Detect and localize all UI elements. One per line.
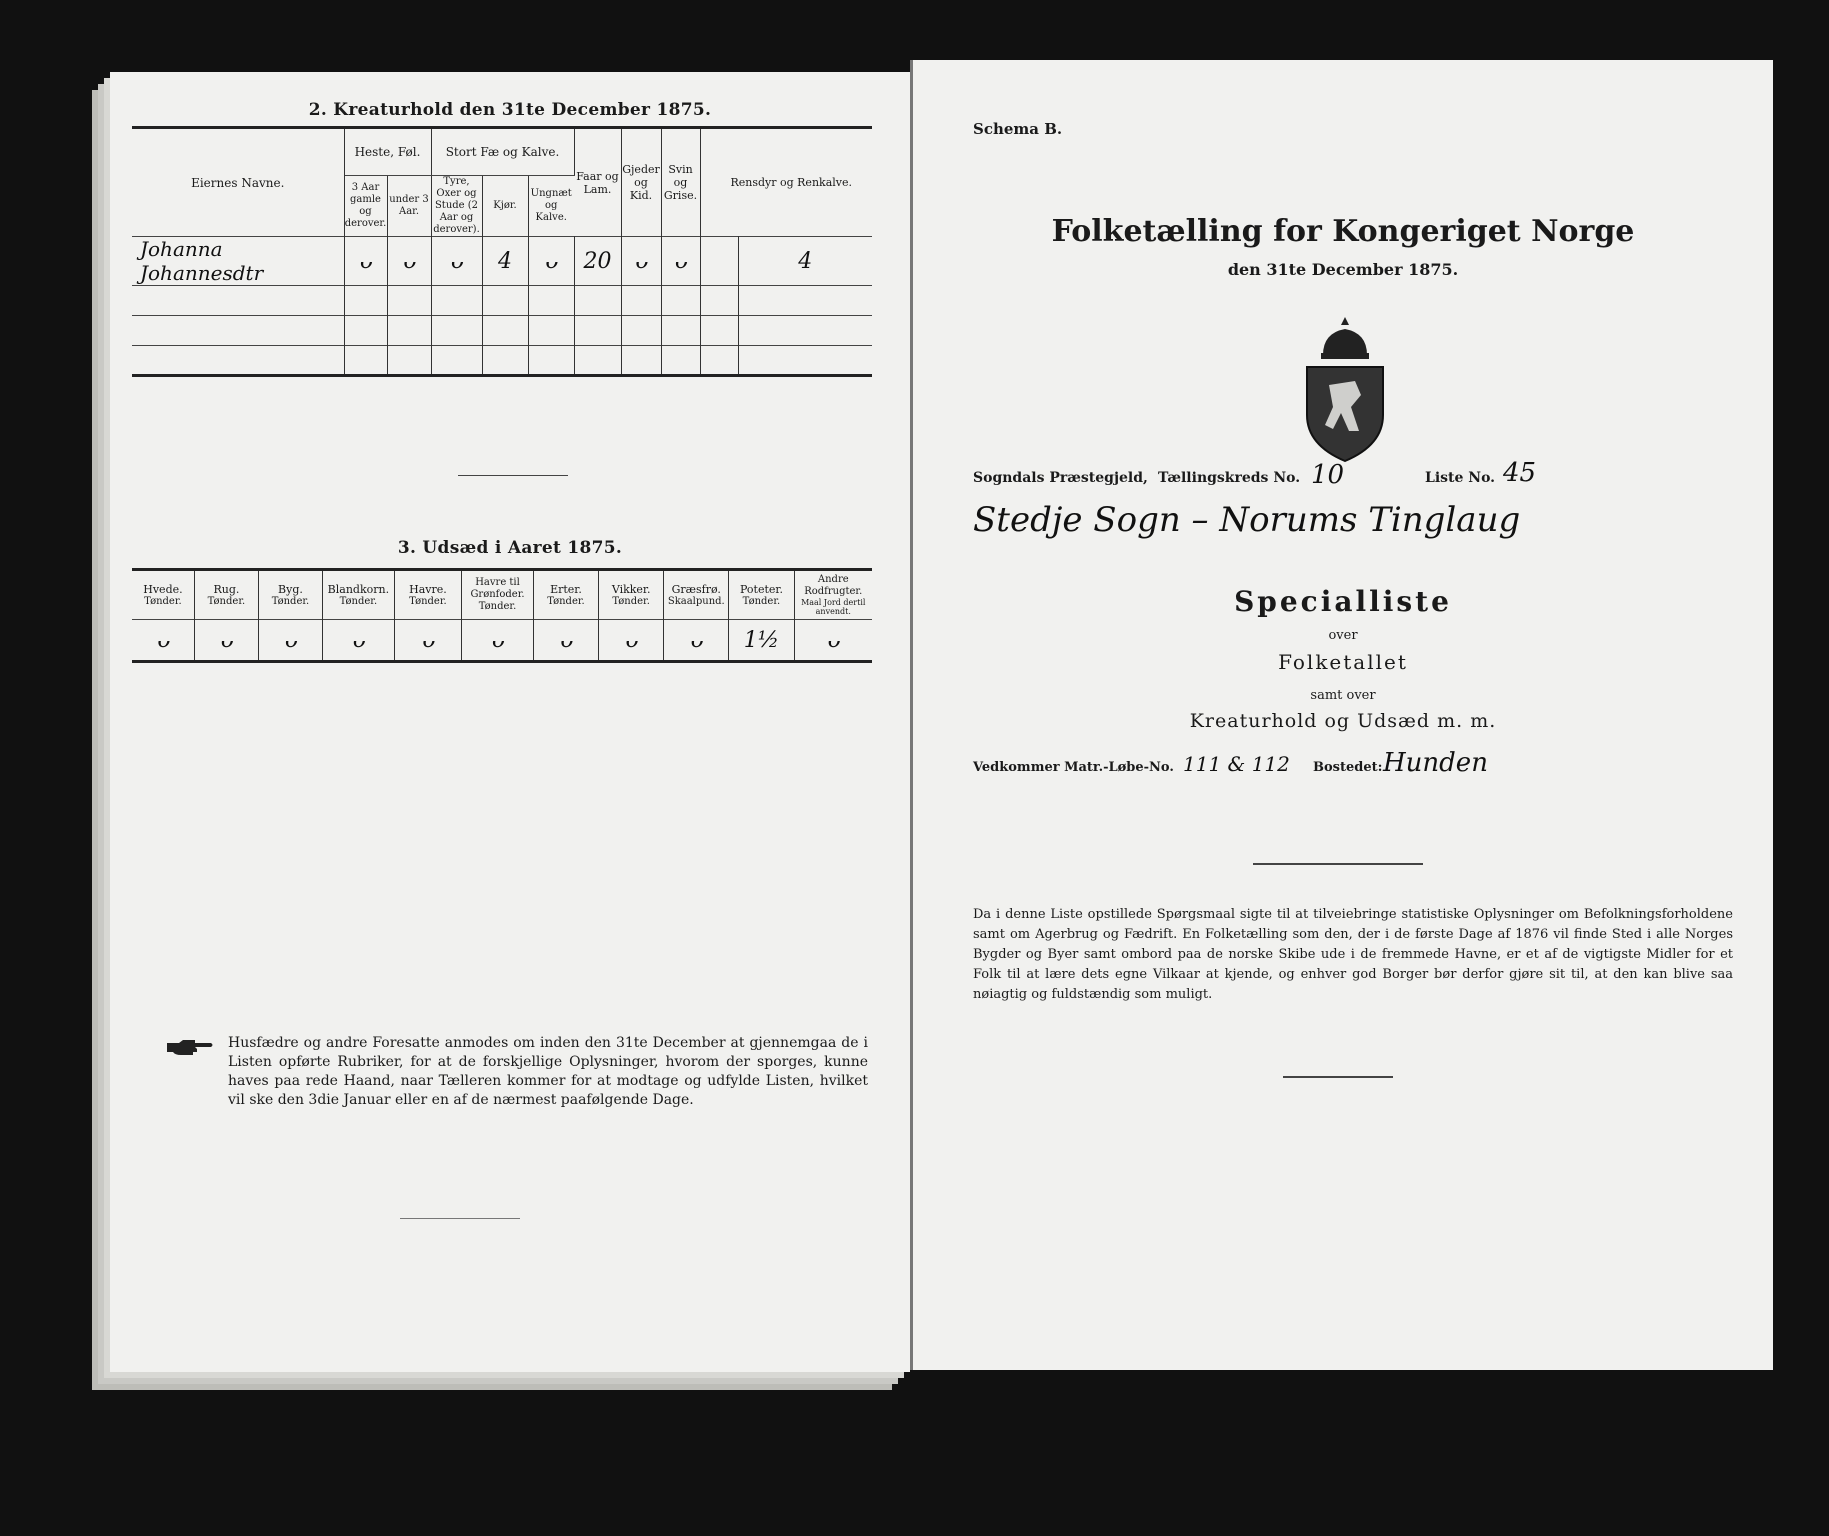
table-row xyxy=(132,346,872,376)
folketallet-label: Folketallet xyxy=(1278,650,1408,674)
cell-blandkorn: ᴗ xyxy=(322,620,394,662)
gjeder-header: Gjeder og Kid. xyxy=(621,128,661,237)
cell-stort-b: 4 xyxy=(482,237,528,286)
stort-b-header: Kjør. xyxy=(482,176,528,237)
col-hvede: Hvede. Tønder. xyxy=(132,570,194,620)
kreds-value: 10 xyxy=(1311,460,1345,490)
owner-header: Eiernes Navne. xyxy=(132,128,344,237)
cell-erter: ᴗ xyxy=(533,620,598,662)
cell-faar: 20 xyxy=(574,237,621,286)
cell-rug: ᴗ xyxy=(194,620,258,662)
samt-over-label: samt over xyxy=(1310,688,1376,703)
divider xyxy=(1253,863,1423,865)
kreaturhold-label: Kreaturhold og Udsæd m. m. xyxy=(1189,710,1497,732)
kreaturhold-table xyxy=(132,126,872,377)
udsaed-table xyxy=(132,568,872,663)
section3-title: 3. Udsæd i Aaret 1875. xyxy=(397,538,623,558)
main-title: Folketælling for Kongeriget Norge xyxy=(1051,214,1635,249)
cell-byg: ᴗ xyxy=(258,620,322,662)
matr-label: Vedkommer Matr.-Løbe-No. xyxy=(973,760,1174,775)
right-page xyxy=(910,60,1773,1370)
cell-hvede: ᴗ xyxy=(132,620,194,662)
notice-text: Husfædre og andre Foresatte anmodes om inden den 31te December at gjennemgaa de i Listen opførte Rubriker, for at de forskjellige Oplysninger, hvorom der sporges, kunne haves paa rede Haand, naar Tælleren kommer for at modtage og udfylde Listen, hvilket vil ske den 3die Januar eller en af de nærmest paafølgende Dage. xyxy=(228,1035,868,1108)
section2-title: 2. Kreaturhold den 31te December 1875. xyxy=(308,100,712,120)
stort-header: Stort Fæ og Kalve. xyxy=(431,128,574,176)
cell-heste-a: ᴗ xyxy=(344,237,387,286)
schema-label: Schema B. xyxy=(973,120,1063,138)
table-row xyxy=(132,620,872,662)
bosted-label: Bostedet: xyxy=(1313,760,1383,775)
pointing-hand-icon xyxy=(165,1037,215,1059)
stort-c-header: Ungnæt og Kalve. xyxy=(530,188,572,223)
cell-stort-a: ᴗ xyxy=(431,237,482,286)
cell-rensdyr: 4 xyxy=(738,237,872,286)
svin-header: Svin og Grise. xyxy=(661,128,700,237)
heste-header: Heste, Føl. xyxy=(344,128,431,176)
cell-poteter: 1½ xyxy=(729,620,794,662)
liste-label: Liste No. xyxy=(1425,470,1496,486)
divider xyxy=(458,475,568,476)
col-andre-rodfrugter: Andre Rodfrugter. Maal Jord dertil anvendt. xyxy=(794,570,872,620)
table-row xyxy=(132,316,872,346)
table-row xyxy=(132,286,872,316)
divider xyxy=(400,1218,520,1219)
cell-svin: ᴗ xyxy=(661,237,700,286)
faar-header: Faar og Lam. xyxy=(574,128,621,237)
col-graesfro: Græsfrø. Skaalpund. xyxy=(664,570,729,620)
cell-vikker: ᴗ xyxy=(599,620,664,662)
col-erter: Erter. Tønder. xyxy=(533,570,598,620)
heste-b-header: under 3 Aar. xyxy=(387,176,431,237)
matr-value: 111 & 112 xyxy=(1183,752,1290,776)
col-vikker: Vikker. Tønder. xyxy=(599,570,664,620)
cell-andre-rodfrugter: ᴗ xyxy=(794,620,872,662)
table-row xyxy=(132,237,872,286)
divider xyxy=(1283,1076,1393,1078)
cell-gjeder: ᴗ xyxy=(621,237,661,286)
cell-stort-c: ᴗ xyxy=(528,237,574,286)
heste-a-header: 3 Aar gamle og derover. xyxy=(344,176,387,237)
cell-heste-b: ᴗ xyxy=(387,237,431,286)
cell-havre-gronfoder: ᴗ xyxy=(462,620,534,662)
sogn-handwritten: Stedje Sogn – Norums Tinglaug xyxy=(973,500,1521,540)
col-poteter: Poteter. Tønder. xyxy=(729,570,794,620)
prestegjeld-label: Sogndals Præstegjeld, xyxy=(973,470,1148,486)
coat-of-arms-icon xyxy=(1295,315,1395,465)
owner-name: Johanna Johannesdtr xyxy=(132,237,344,286)
left-page xyxy=(110,72,910,1372)
over-label: over xyxy=(1328,628,1358,643)
rensdyr-header: Rensdyr og Renkalve. xyxy=(700,128,872,237)
col-blandkorn: Blandkorn. Tønder. xyxy=(322,570,394,620)
census-date: den 31te December 1875. xyxy=(1227,260,1459,279)
cell-graesfro: ᴗ xyxy=(664,620,729,662)
specialliste-title: Specialliste xyxy=(1234,585,1452,618)
intro-paragraph: Da i denne Liste opstillede Spørgsmaal sigte til at tilveiebringe statistiske Oplysninger om Befolkningsforholdene samt om Agerbrug og Fædrift. En Folketælling som den, der i de første Dage af 1876 vil finde Sted i alle Norges Bygder og Byer samt ombord paa de norske Skibe ude i de fremmede Havne, er et af de vigtigste Midler for et Folk til at lære dets egne Vilkaar at kjende, og enhver god Borger bør derfor gjøre sit til, at den kan blive saa nøiagtig og fuldstændig som muligt. xyxy=(973,907,1733,1002)
kreds-label: Tællingskreds No. xyxy=(1158,470,1301,486)
liste-value: 45 xyxy=(1503,458,1537,488)
stort-a-header: Tyre, Oxer og Stude (2 Aar og derover). xyxy=(431,176,482,237)
col-havre-gronfoder: Havre til Grønfoder. Tønder. xyxy=(462,570,534,620)
col-byg: Byg. Tønder. xyxy=(258,570,322,620)
col-rug: Rug. Tønder. xyxy=(194,570,258,620)
col-havre: Havre. Tønder. xyxy=(394,570,461,620)
bosted-value: Hunden xyxy=(1383,748,1488,778)
cell-havre: ᴗ xyxy=(394,620,461,662)
